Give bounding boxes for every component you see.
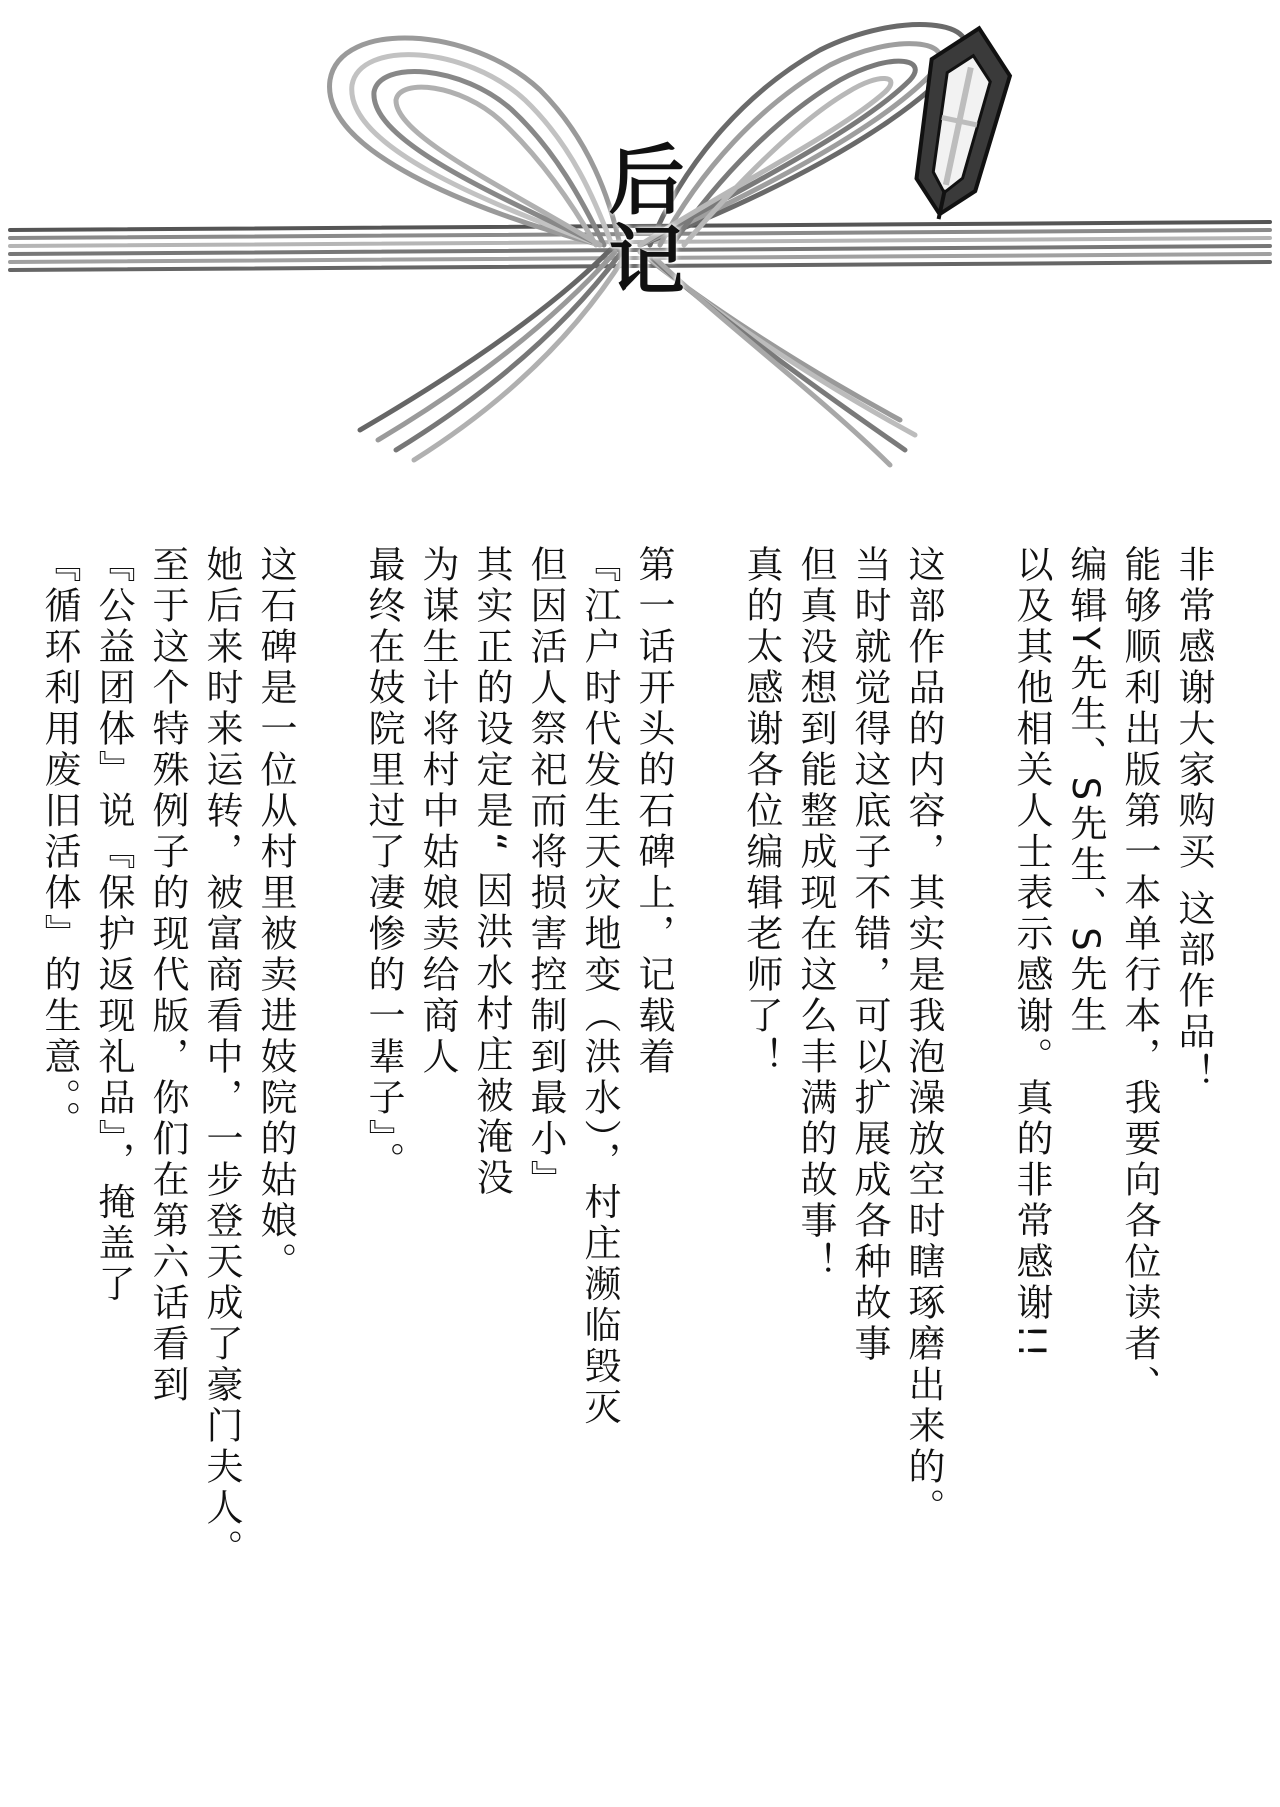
text-line: 其实正的设定是“ 因洪水村庄被淹没 [470, 545, 513, 1199]
page-title: 后记 [596, 140, 685, 300]
text-line: 这部作品的内容，其实是我泡澡放空时瞎琢磨出来的。 [902, 545, 945, 1529]
text-line: 『江户时代发生天灾地变（洪水），村庄濒临毁灭 [578, 545, 621, 1429]
text-line: 至于这个特殊例子的现代版，你们在第六话看到 [146, 545, 189, 1406]
text-line: 『循环利用废旧活体』的生意。。 [38, 545, 81, 1142]
text-line: 这石碑是一位从村里被卖进妓院的姑娘。 [254, 545, 297, 1283]
paragraph-1 [1004, 545, 1220, 1765]
paragraph-4 [32, 545, 302, 1765]
text-line: 『公益团体』说『保护返现礼品』，掩盖了 [92, 545, 135, 1306]
text-line: 但因活人祭祀而将损害控制到最小』 [524, 545, 567, 1201]
text-line: 编辑Y先生、S先生、S先生 [1064, 545, 1107, 1037]
text-line: 以及其他相关人士表示感谢。真的非常感谢!! [1010, 545, 1053, 1362]
text-line: 非常感谢大家购买 这部作品！ [1172, 545, 1215, 1094]
text-line: 第一话开头的石碑上，记载着 [632, 545, 675, 1078]
afterword-body [0, 545, 1220, 1765]
text-line: 能够顺利出版第一本单行本，我要向各位读者、 [1118, 545, 1161, 1406]
text-line: 但真没想到能整成现在这么丰满的故事！ [794, 545, 837, 1283]
noshi-ornament [899, 20, 1018, 227]
text-line: 最终在妓院里过了凄惨的一辈子』。 [362, 545, 405, 1183]
text-line: 她后来时来运转，被富商看中，一步登天成了豪门夫人。 [200, 545, 243, 1570]
paragraph-2 [734, 545, 950, 1765]
paragraph-3 [356, 545, 680, 1765]
text-line: 当时就觉得这底子不错，可以扩展成各种故事 [848, 545, 891, 1365]
text-line: 为谋生计将村中姑娘卖给商人 [416, 545, 459, 1078]
text-line: 真的太感谢各位编辑老师了！ [740, 545, 783, 1078]
